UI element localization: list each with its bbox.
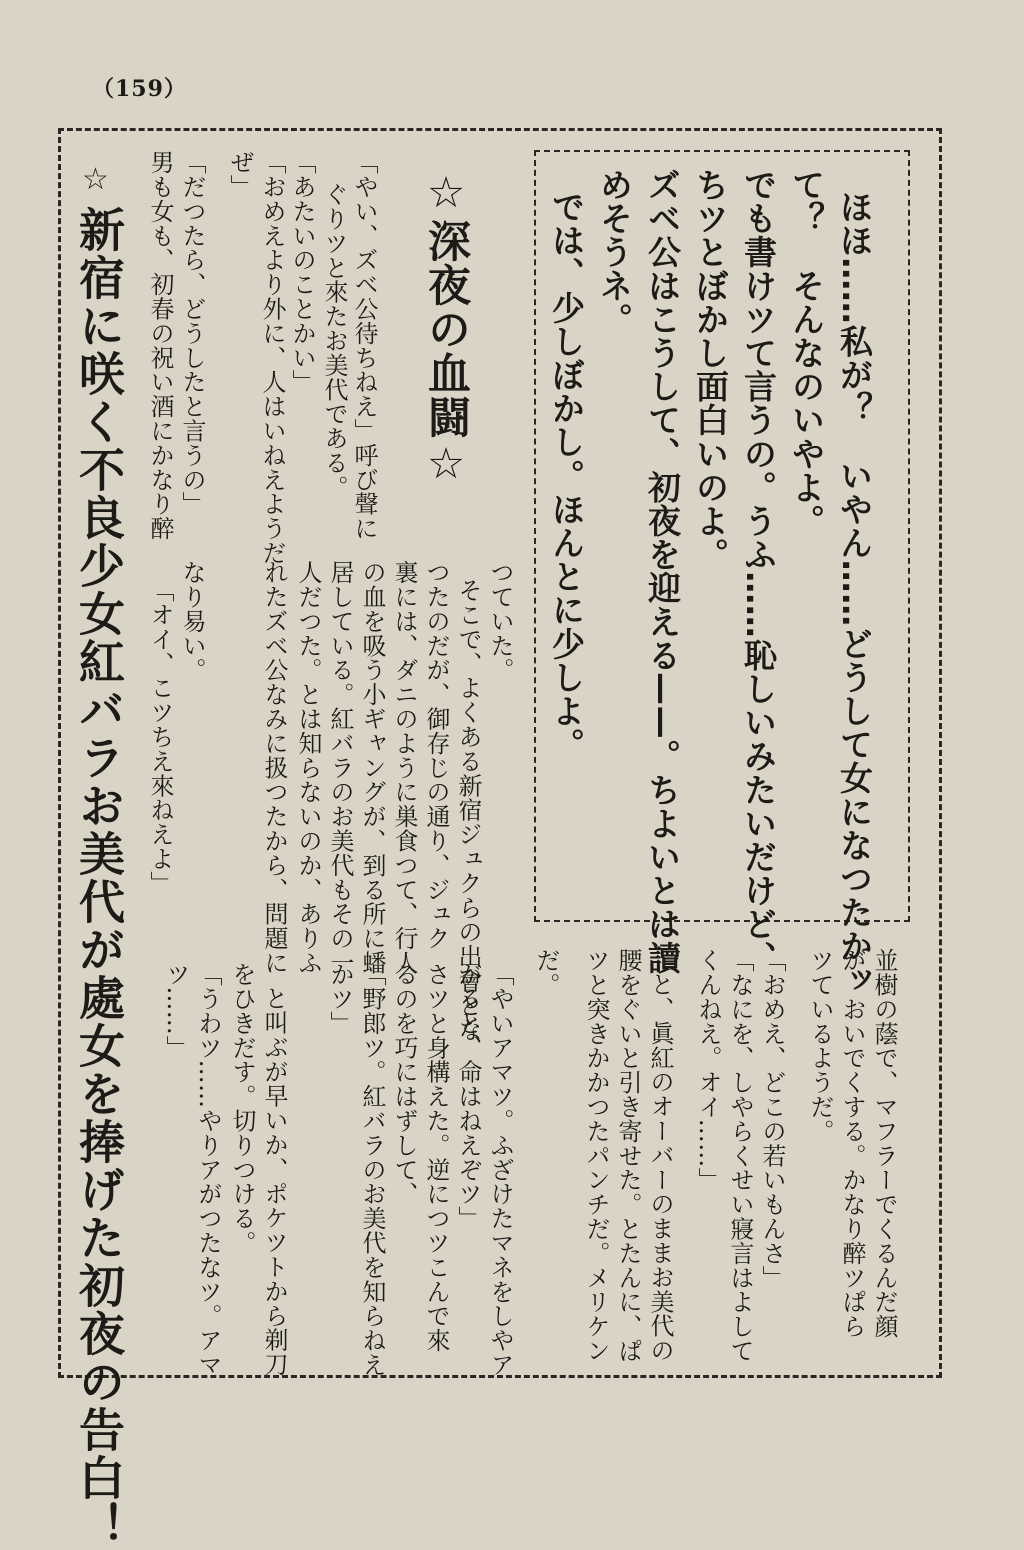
text-column: 並樹の蔭で、マフラーでくるんだ顔 — [870, 948, 898, 1339]
dialogue-line: ズベ公はこうして、初夜を迎える——。ちよいとは讀 — [643, 168, 682, 975]
text-column: つたのだが、御存じの通り、ジュク — [422, 560, 450, 951]
text-column: ツと突きかかつたパンチだ。メリケン — [582, 948, 610, 1363]
page-number: （159） — [92, 76, 187, 102]
dialogue-line: て？ そんなのいやよ。 — [787, 168, 826, 538]
text-column: 「あたいのことかい」 — [288, 150, 316, 394]
dialogue-line: ちツとぼかし面白いのよ。 — [691, 168, 730, 572]
text-column: ぐりツと來たお美代である。 — [320, 182, 348, 500]
text-column: 「やい、ズベ公待ちねえ」呼び聲に — [350, 150, 378, 541]
headline: 新宿に咲く不良少女紅バラお美代が處女を捧げた初夜の告白！ — [72, 206, 126, 1550]
text-column: くんねえ。オイ……」 — [694, 948, 722, 1192]
text-column: そこで、よくある新宿ジュクらの出會とな — [454, 578, 482, 1042]
text-column: と、眞紅のオーバーのままお美代の — [646, 972, 674, 1363]
text-column: 「おめえ、どこの若いもんさ」 — [758, 948, 786, 1290]
text-column: 「野郎ツ。紅バラのお美代を知らねえ — [358, 962, 386, 1377]
star-ornament: ☆ — [78, 162, 113, 197]
text-column: 「なにを、しやらくせい寢言はよして — [726, 948, 754, 1363]
text-column: と叫ぶが早いか、ポケツトから剃刀 — [260, 986, 288, 1377]
text-column: れたズベ公なみに扱つたから、問題に — [260, 560, 288, 975]
text-column: をひきだす。切りつける。 — [228, 962, 256, 1255]
text-column: 裏には、ダニのように巣食つて、行人 — [390, 560, 418, 975]
text-column: 「オイ、こツちえ來ねえよ」 — [146, 578, 174, 896]
text-column: 「やいアマツ。ふざけたマネをしやア — [486, 962, 514, 1377]
text-column: 居している。紅バラのお美代もその一 — [326, 560, 354, 975]
text-column: 「だつたら、どうしたと言うの」 — [178, 150, 206, 516]
dialogue-line: でも書けツて言うの。うふ……恥しいみたいだけど、 — [739, 168, 778, 975]
text-column: かツ」 — [326, 962, 354, 1036]
dialogue-line: ほほ……私が？ いやん……どうして女になつたかッ — [835, 190, 874, 997]
text-column: 「うわツ……やりアがつたなツ。アマ — [194, 962, 222, 1377]
text-column: るのを巧にはずして、 — [390, 962, 418, 1206]
text-column: さツと身構えた。逆につツこんで來 — [422, 962, 450, 1353]
text-column: ツているようだ。 — [806, 948, 834, 1144]
text-column: なり易い。 — [178, 560, 206, 682]
text-column: の血を吸う小ギャングが、到る所に蟠 — [358, 560, 386, 975]
text-column: が、おいでくする。かなり醉ツぱら — [838, 948, 866, 1339]
dialogue-line: めそうネ。 — [595, 168, 634, 336]
section-title: ☆深夜の血闘☆ — [421, 168, 471, 490]
text-column: だ。 — [532, 948, 560, 997]
text-column: がると、命はねえぞツ」 — [454, 962, 482, 1231]
dialogue-line: では、少しぼかし。ほんとに少しよ。 — [547, 190, 586, 762]
text-column: ツ……」 — [162, 962, 190, 1060]
text-column: つていた。 — [486, 560, 514, 682]
text-column: 男も女も、初春の祝い酒にかなり醉 — [146, 150, 174, 541]
text-column: ぜ」 — [226, 150, 254, 199]
text-column: 「おめえより外に、人はいねえようだ — [258, 150, 286, 565]
text-column: 腰をぐいと引き寄せた。とたんに、ぱ — [614, 948, 642, 1363]
text-column: 人だつた。とは知らないのか、ありふ — [294, 560, 322, 975]
